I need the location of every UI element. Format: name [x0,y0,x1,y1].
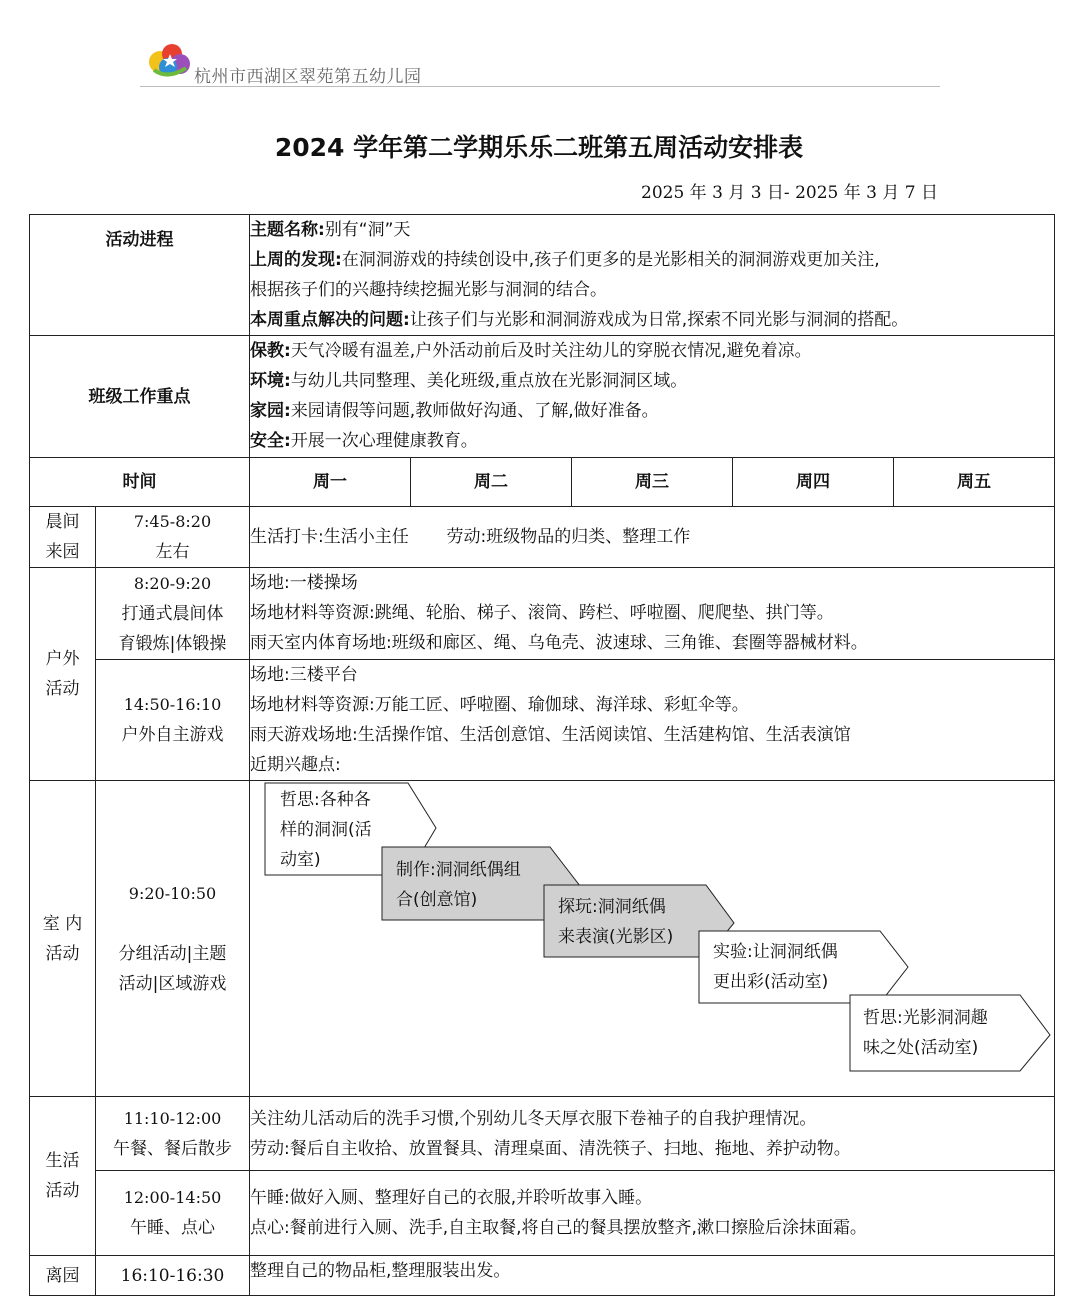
leave-category: 离园 [30,1256,96,1296]
safety-text: 开展一次心理健康教育。 [290,431,478,451]
focus-label: 班级工作重点 [30,336,250,458]
outdoor-a-line-2: 场地材料等资源:跳绳、轮胎、梯子、滚筒、跨栏、呼啦圈、爬爬垫、拱门等。 [250,603,834,623]
outdoor-a-content [250,568,1055,660]
outdoor-b-line-2: 场地材料等资源:万能工匠、呼啦圈、瑜伽球、海洋球、彩虹伞等。 [250,695,749,715]
outdoor-b-line-3: 雨天游戏场地:生活操作馆、生活创意馆、生活阅读馆、生活建构馆、生活表演馆 [250,725,851,745]
school-logo-icon [146,40,192,78]
school-name: 杭州市西湖区翠苑第五幼儿园 [194,67,422,87]
page-title: 2024 学年第二学期乐乐二班第五周活动安排表 [274,133,804,162]
home-text: 来园请假等问题,教师做好沟通、了解,做好准备。 [290,401,659,421]
life-b-name: 午睡、点心 [130,1218,215,1238]
flow-step-5-line-2: 味之处(活动室) [863,1038,979,1058]
outdoor-a-line-3: 雨天室内体育场地:班级和廊区、绳、乌龟壳、波速球、三角锥、套圈等器械材料。 [250,633,868,653]
day-header-row [30,458,1055,507]
life-a-time-cell [96,1097,250,1171]
day-thursday: 周四 [733,458,894,507]
morning-category-2: 来园 [45,542,80,562]
home-label: 家园: [250,401,291,421]
flow-step-4-line-1: 实验:让洞洞纸偶 [713,942,838,962]
finding-label: 上周的发现: [250,250,342,270]
life-b-line-2: 点心:餐前进行入厕、洗手,自主取餐,将自己的餐具摆放整齐,漱口擦脸后涂抹面霜。 [250,1218,867,1238]
leave-time: 16:10-16:30 [96,1256,250,1296]
life-a-content [250,1097,1055,1171]
flow-step-2-line-1: 制作:洞洞纸偶组 [396,860,521,880]
flow-step-1 [280,785,372,875]
life-row-a [30,1097,1055,1171]
theme-value: 别有“洞”天 [324,220,411,240]
morning-row [30,507,1055,568]
outdoor-b-time-cell [96,660,250,781]
outdoor-a-name-2: 育锻炼|体锻操 [118,633,227,654]
life-row-b [30,1171,1055,1256]
care-label: 保教: [250,341,291,361]
school-header [140,36,940,88]
morning-category [30,507,96,568]
day-tuesday: 周二 [411,458,572,507]
outdoor-a-time: 8:20-9:20 [133,573,212,593]
outdoor-a-time-cell [96,568,250,660]
flow-step-4 [713,937,838,997]
date-range: 2025 年 3 月 3 日- 2025 年 3 月 7 日 [641,183,938,203]
time-header: 时间 [30,458,250,507]
outdoor-category-1: 户外 [45,649,80,669]
life-a-line-1: 关注幼儿活动后的洗手习惯,个别幼儿冬天厚衣服下卷袖子的自我护理情况。 [250,1108,817,1129]
outdoor-category-2: 活动 [45,679,80,699]
flow-step-3 [558,892,673,952]
flow-step-4-line-2: 更出彩(活动室) [713,972,829,992]
env-text: 与幼儿共同整理、美化班级,重点放在光影洞洞区域。 [290,371,688,391]
morning-time: 7:45-8:20 [133,512,212,531]
life-b-line-1: 午睡:做好入厕、整理好自己的衣服,并聆听故事入睡。 [250,1188,653,1208]
indoor-time-cell [96,781,250,1097]
outdoor-a-name-1: 打通式晨间体 [121,603,224,624]
flow-step-1-line-2: 样的洞洞(活 [280,820,372,840]
finding-text-1: 在洞洞游戏的持续创设中,孩子们更多的是光影相关的洞洞游戏更加关注, [341,250,880,270]
indoor-name-2: 活动|区域游戏 [118,973,227,994]
outdoor-b-content [250,660,1055,781]
indoor-flow [250,781,1054,1093]
indoor-category [30,781,96,1097]
life-category-1: 生活 [45,1151,80,1171]
care-text: 天气冷暖有温差,户外活动前后及时关注幼儿的穿脱衣情况,避免着凉。 [290,341,812,361]
focus-row [30,336,1055,458]
flow-step-3-line-2: 来表演(光影区) [558,927,674,947]
life-b-content [250,1171,1055,1256]
theme-label: 主题名称: [250,220,325,240]
flow-step-1-line-3: 动室) [280,850,321,870]
morning-content: 生活打卡:生活小主任 劳动:班级物品的归类、整理工作 [250,507,1055,568]
outdoor-b-line-1: 场地:三楼平台 [250,665,358,685]
day-wednesday: 周三 [572,458,733,507]
flow-step-5-line-1: 哲思:光影洞洞趣 [863,1008,988,1028]
indoor-flow-cell [250,781,1055,1097]
schedule-table [29,214,1055,1296]
outdoor-row-a [30,568,1055,660]
flow-step-2-line-2: 合(创意馆) [396,890,478,910]
outdoor-a-line-1: 场地:一楼操场 [250,573,358,593]
progress-row [30,215,1055,336]
flow-step-2 [396,855,521,915]
outdoor-b-line-4: 近期兴趣点: [250,755,341,775]
indoor-name-1: 分组活动|主题 [118,943,227,964]
progress-label: 活动进程 [30,215,250,336]
life-b-time-cell [96,1171,250,1256]
header-divider [140,86,940,87]
flow-step-5 [863,1003,988,1063]
finding-text-2: 根据孩子们的兴趣持续挖掘光影与洞洞的结合。 [250,280,607,300]
life-a-time: 11:10-12:00 [123,1108,222,1128]
morning-category-1: 晨间 [45,512,80,532]
day-friday: 周五 [894,458,1055,507]
leave-content: 整理自己的物品柜,整理服装出发。 [250,1256,1055,1296]
life-b-time: 12:00-14:50 [123,1188,222,1207]
outdoor-category [30,568,96,781]
problem-label: 本周重点解决的问题: [250,310,410,330]
flow-step-3-line-1: 探玩:洞洞纸偶 [558,897,666,917]
flow-step-1-line-1: 哲思:各种各 [280,790,371,810]
outdoor-b-time: 14:50-16:10 [123,695,222,714]
morning-time-note: 左右 [155,542,190,562]
morning-time-cell [96,507,250,568]
outdoor-b-name: 户外自主游戏 [121,725,224,745]
focus-content [250,336,1055,458]
problem-text: 让孩子们与光影和洞洞游戏成为日常,探索不同光影与洞洞的搭配。 [409,310,909,330]
indoor-category-1: 室 内 [42,913,83,934]
life-category [30,1097,96,1256]
life-a-name: 午餐、餐后散步 [113,1138,232,1159]
indoor-category-2: 活动 [45,943,80,964]
indoor-time: 9:20-10:50 [128,883,217,903]
day-monday: 周一 [250,458,411,507]
life-a-line-2: 劳动:餐后自主收拾、放置餐具、清理桌面、清洗筷子、扫地、拖地、养护动物。 [250,1138,851,1159]
life-category-2: 活动 [45,1181,80,1201]
indoor-row [30,781,1055,1097]
safety-label: 安全: [250,431,291,451]
env-label: 环境: [250,371,291,391]
outdoor-row-b [30,660,1055,781]
progress-content [250,215,1055,336]
leave-row [30,1256,1055,1296]
